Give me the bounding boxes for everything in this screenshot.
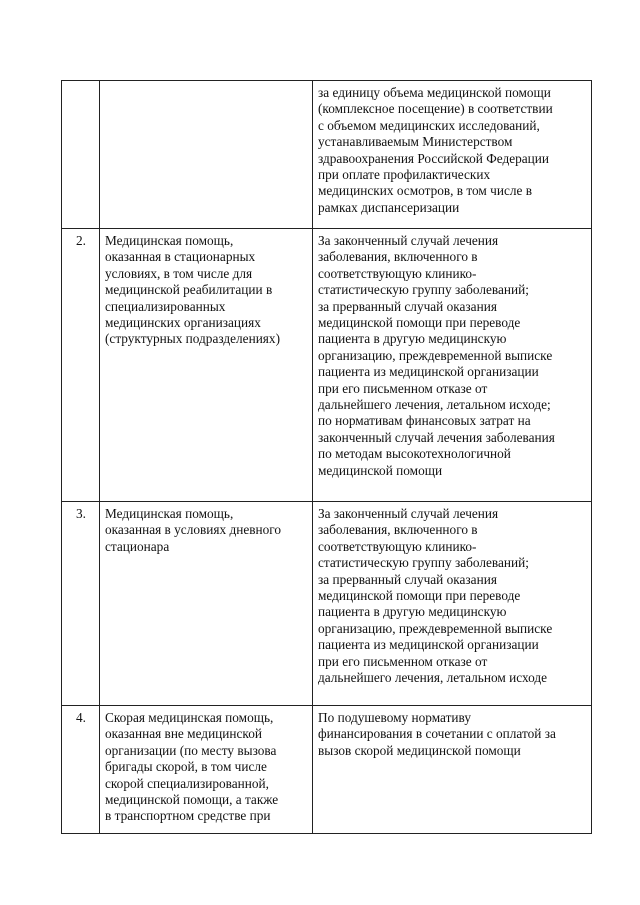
row-number-cell — [62, 229, 100, 502]
text-line: оказанная в условиях дневного — [105, 522, 282, 538]
table-row — [62, 81, 592, 229]
text-line: здравоохранения Российской Федерации — [318, 150, 550, 166]
text-line: По подушевому нормативу — [318, 710, 471, 725]
text-line: за единицу объема медицинской помощи — [318, 85, 551, 100]
text-line: бригады скорой, в том числе — [105, 759, 267, 775]
text-line: при оплате профилактических — [318, 167, 491, 183]
text-line: За законченный случай лечения — [318, 506, 499, 521]
table-row — [62, 706, 592, 834]
text-line: Скорая медицинская помощь, — [105, 710, 274, 725]
text-line: пациента в другую медицинскую — [318, 604, 507, 620]
text-line: медицинских осмотров, в том числе в — [318, 183, 533, 199]
text-line: пациента из медицинской организации — [318, 364, 539, 380]
text-line: соответствующую клинико- — [318, 265, 477, 281]
text-line: медицинской помощи — [318, 462, 443, 478]
row-number: 4. — [76, 710, 86, 725]
text-line: оказанная в стационарных — [105, 249, 256, 265]
payment-methods-table — [61, 80, 592, 834]
text-line: при его письменном отказе от — [318, 380, 488, 396]
row-number-cell — [62, 502, 100, 706]
text-line: пациента в другую медицинскую — [318, 331, 507, 347]
text-line: в транспортном средстве при — [105, 808, 271, 824]
text-line: Медицинская помощь, — [105, 506, 234, 521]
text-line: оказанная вне медицинской — [105, 726, 262, 742]
text-line: за прерванный случай оказания — [318, 298, 497, 314]
row-number: 2. — [76, 233, 86, 248]
service-cell — [100, 81, 313, 229]
table-row — [62, 229, 592, 502]
text-line: организации (по месту вызова — [105, 742, 277, 758]
text-line: скорой специализированной, — [105, 775, 269, 791]
text-line: по методам высокотехнологичной — [318, 446, 511, 462]
text-line: Медицинская помощь, — [105, 233, 234, 248]
text-line: стационара — [105, 538, 170, 554]
payment-method-cell — [313, 706, 592, 834]
text-line: соответствующую клинико- — [318, 538, 477, 554]
table-row — [62, 502, 592, 706]
service-cell — [100, 229, 313, 502]
text-line: устанавливаемым Министерством — [318, 134, 513, 150]
text-line: дальнейшего лечения, летальном исходе — [318, 670, 548, 686]
table-body — [62, 81, 592, 834]
text-line: медицинской помощи при переводе — [318, 315, 521, 331]
text-line: статистическую группу заболеваний; — [318, 555, 529, 571]
text-line: медицинской помощи, а также — [105, 792, 279, 808]
text-line: рамках диспансеризации — [318, 199, 460, 215]
text-line: финансирования в сочетании с оплатой за — [318, 726, 556, 742]
row-number-cell — [62, 706, 100, 834]
row-number-cell — [62, 81, 100, 229]
payment-method-cell — [313, 229, 592, 502]
text-line: (структурных подразделениях) — [105, 331, 281, 347]
text-line: заболевания, включенного в — [318, 249, 478, 265]
service-cell — [100, 706, 313, 834]
text-line: при его письменном отказе от — [318, 653, 488, 669]
text-line: организацию, преждевременной выписке — [318, 347, 553, 363]
text-line: заболевания, включенного в — [318, 522, 478, 538]
text-line: медицинских организациях — [105, 315, 261, 331]
text-line: по нормативам финансовых затрат на — [318, 413, 531, 429]
text-line: организацию, преждевременной выписке — [318, 620, 553, 636]
text-line: специализированных — [105, 298, 226, 314]
service-cell — [100, 502, 313, 706]
text-line: медицинской реабилитации в — [105, 282, 273, 298]
text-line: (комплексное посещение) в соответствии — [318, 101, 553, 117]
text-line: дальнейшего лечения, летальном исходе; — [318, 397, 551, 413]
payment-method-cell — [313, 502, 592, 706]
text-line: с объемом медицинских исследований, — [318, 117, 540, 133]
payment-method-cell — [313, 81, 592, 229]
text-line: статистическую группу заболеваний; — [318, 282, 529, 298]
text-line: условиях, в том числе для — [105, 265, 253, 281]
row-number: 3. — [76, 506, 86, 521]
text-line: медицинской помощи при переводе — [318, 588, 521, 604]
text-line: вызов скорой медицинской помощи — [318, 742, 521, 758]
text-line: законченный случай лечения заболевания — [318, 429, 555, 445]
text-line: За законченный случай лечения — [318, 233, 499, 248]
text-line: пациента из медицинской организации — [318, 637, 539, 653]
text-line: за прерванный случай оказания — [318, 571, 497, 587]
